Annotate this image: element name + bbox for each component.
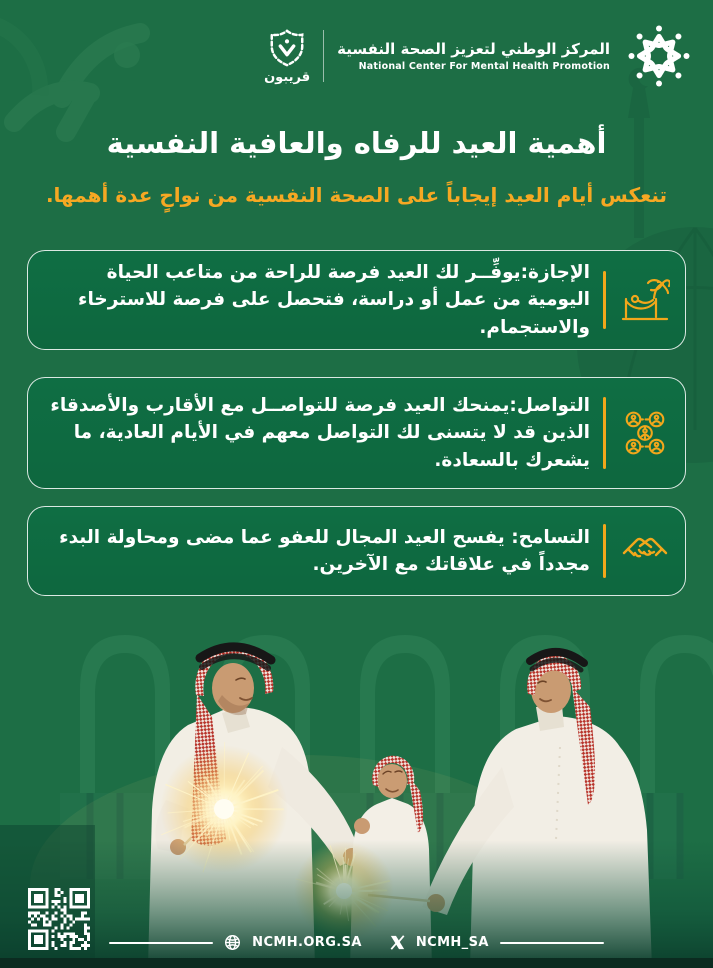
- card-separator: [603, 397, 606, 469]
- ncmh-star-logo-icon: [623, 20, 695, 92]
- card-connection: [27, 377, 686, 489]
- org-name-english: National Center For Mental Health Promotion: [358, 61, 610, 72]
- card-forgiveness-text: التسامح: يفسح العيد المجال للعفو عما مضى ومحاولة البدء مجدداً في علاقاتك مع الآخرين.: [59, 526, 590, 575]
- card-forgiveness: [27, 506, 686, 596]
- card-separator: [603, 271, 606, 329]
- x-logo-icon: [390, 935, 405, 950]
- header: [264, 20, 695, 92]
- org-names: [337, 40, 610, 72]
- header-divider: [323, 30, 324, 82]
- x-handle-text: NCMH_SA: [415, 935, 489, 950]
- globe-icon: [224, 934, 241, 951]
- handshake-icon: [619, 529, 671, 573]
- website-text: NCMH.ORG.SA: [252, 935, 362, 950]
- card-vacation: [27, 250, 686, 350]
- qareebon-shield-icon: [266, 28, 308, 68]
- poster-subtitle: تنعكس أيام العيد إيجاباً على الصحة النفسية من نواحٍ عدة أهمها.: [45, 183, 668, 207]
- poster-title: أهمية العيد للرفاه والعافية النفسية: [106, 126, 607, 160]
- qareebon-label: قريبون: [264, 69, 311, 85]
- card-vacation-text: الإجازة:يوفِّــر لك العيد فرصة للراحة من متاعب الحياة اليومية من عمل أو دراسة، فتحصل على فرصة للاسترخاء والاستجمام.: [78, 262, 590, 338]
- footer: [0, 934, 713, 951]
- family-sparklers-photo: [0, 595, 713, 968]
- qareebon-logo: [264, 28, 310, 85]
- bottom-strip: [0, 958, 713, 968]
- card-connection-text: التواصل:يمنحك العيد فرصة للتواصــل مع الأقارب والأصدقاء الذين قد لا يتسنى لك التواصل معهم في الأيام العادية، ما يشعرك بالسعادة.: [50, 395, 590, 471]
- footer-line-right: [500, 942, 604, 944]
- footer-line-left: [109, 942, 213, 944]
- org-name-arabic: المركز الوطني لتعزيز الصحة النفسية: [337, 40, 610, 58]
- father-hand: [354, 818, 370, 834]
- people-network-icon: [619, 410, 671, 456]
- card-separator: [603, 524, 606, 578]
- palm-hammock-icon: [619, 277, 671, 323]
